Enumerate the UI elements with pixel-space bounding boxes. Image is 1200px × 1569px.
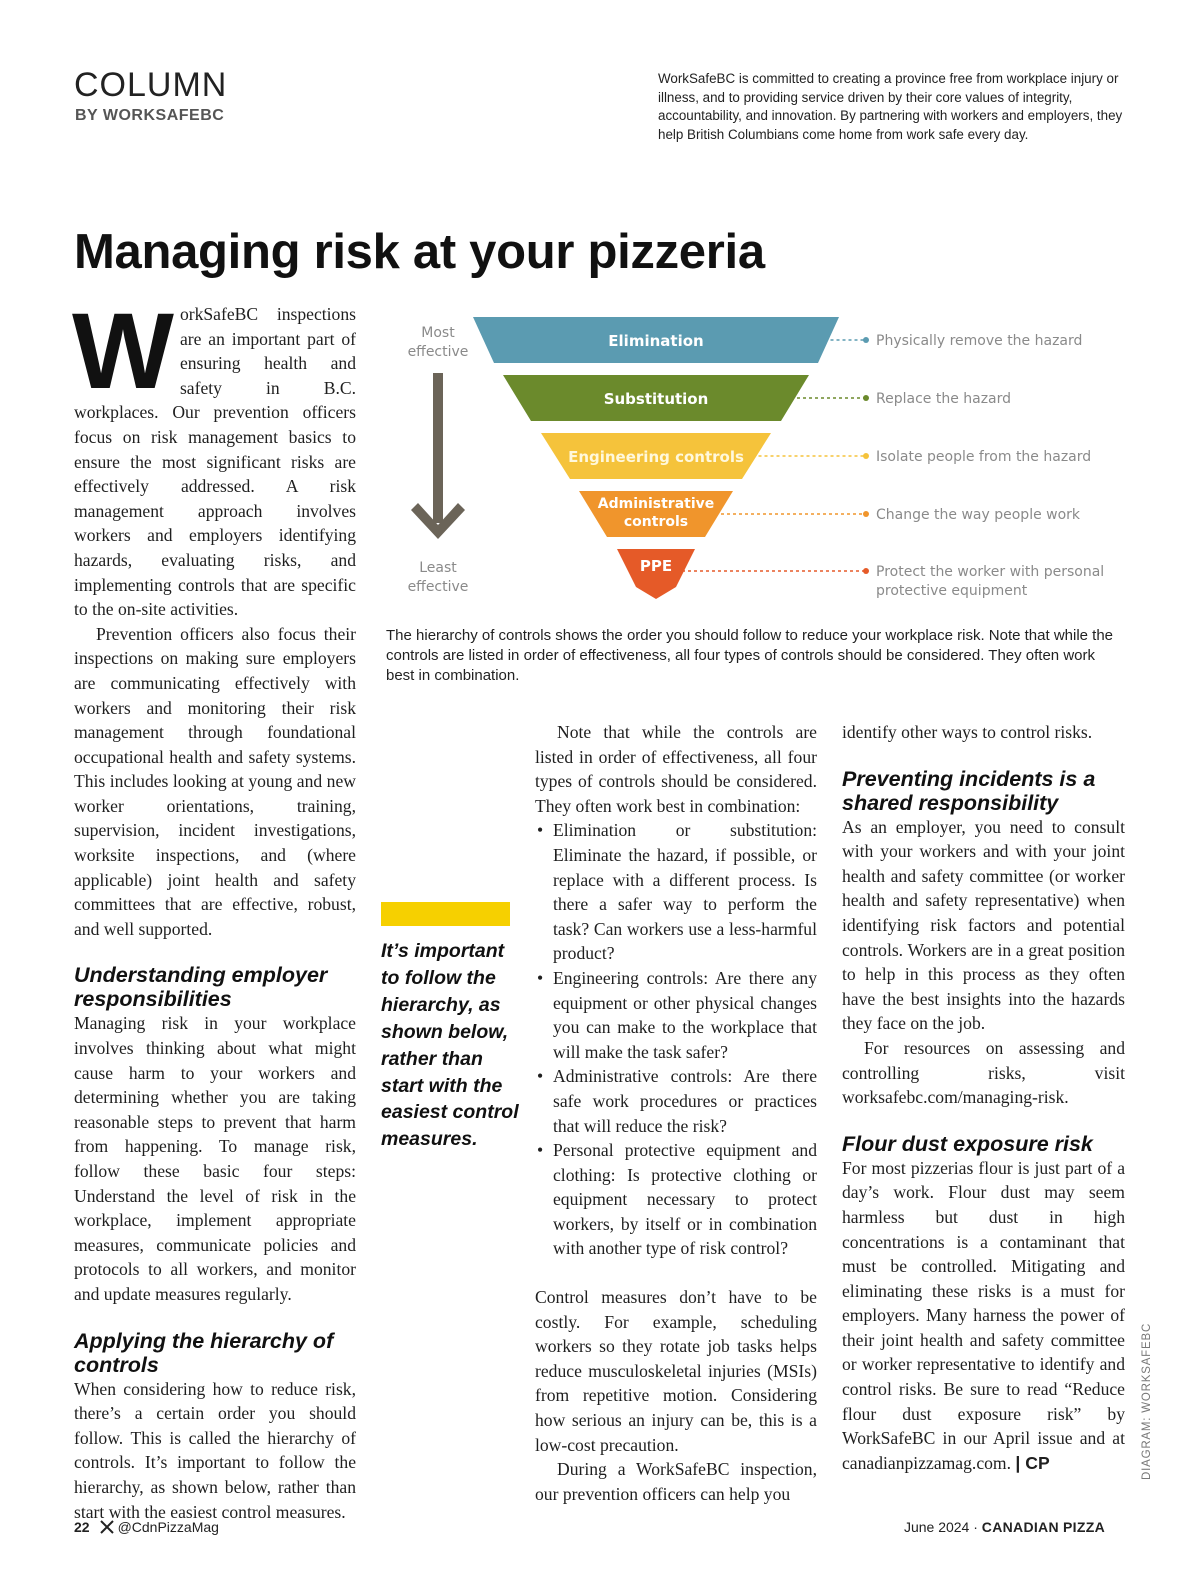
level-engineering-controls-label: Engineering controls: [568, 448, 744, 466]
level-substitution-label: Substitution: [603, 390, 709, 408]
down-arrow-icon: [411, 373, 465, 539]
publication-name: CANADIAN PIZZA: [981, 1519, 1105, 1535]
pull-quote: It’s important to follow the hierarchy, as shown below, rather than start with the easiest control measures.: [381, 940, 519, 1151]
most-effective-label-line2: effective: [407, 344, 469, 360]
paragraph: Managing risk in your workplace involves thinking about what might cause harm to your workers and determining whether you are taking reasonable steps to prevent that harm from happening. To manage risk, follow these basic four steps: Understand the level of risk in the workplace, implement appropriate measures, communicate policies and protocols to all workers, and monitor and update measures regularly.: [74, 1013, 356, 1304]
column-byline: BY WORKSAFEBC: [75, 107, 225, 124]
level-elimination-description: Physically remove the hazard: [876, 333, 1083, 349]
x-logo-icon: [100, 1520, 114, 1534]
level-administrative-controls-label: Administrative: [597, 496, 715, 512]
level-administrative-controls-dot: [863, 511, 869, 517]
social-handle: @CdnPizzaMag: [117, 1519, 219, 1535]
diagram-caption: The hierarchy of controls shows the order you should follow to reduce your workplace risk. Note that while the controls are listed in order of effectiveness, all four types of controls should be considered. They often work best in combination.: [386, 627, 1114, 684]
end-mark: | CP: [1015, 1452, 1050, 1473]
section-heading-hierarchy: Applying the hierarchy of controls: [74, 1328, 334, 1377]
level-ppe-description: Protect the worker with personal: [876, 564, 1105, 580]
page-title: Managing risk at your pizzeria: [74, 225, 765, 279]
drop-cap: W: [72, 290, 174, 411]
paragraph: As an employer, you need to consult with your workers and with your joint health and safety committee (or worker health and safety representative) when identifying risk factors and potential controls. Workers are in a great position to help in this process as they often have the best insights into the hazards they face on the job.: [842, 816, 1125, 1034]
hierarchy-levels: [473, 317, 1104, 599]
article-column-2: [535, 720, 817, 1506]
paragraph: When considering how to reduce risk, there’s a certain order you should follow. This is called the hierarchy of controls. It’s important to follow the hierarchy, as shown below, rather than start with the easiest control measures.: [74, 1378, 356, 1522]
footer-left: [74, 1519, 219, 1535]
level-substitution-description: Replace the hazard: [876, 391, 1012, 407]
level-engineering-controls-description: Isolate people from the hazard: [876, 449, 1092, 465]
issue-date: June 2024 ·: [903, 1519, 978, 1535]
paragraph: Note that while the controls are listed in order of effectiveness, all four types of controls should be considered. They often work best in combination:: [535, 722, 817, 816]
level-substitution-dot: [863, 395, 869, 401]
list-item: • Personal protective equipment and clothing: Is protective clothing or equipment necessary to protect workers, by itself or in combination with another type of risk control?: [535, 1138, 817, 1261]
list-item: • Administrative controls: Are there safe work procedures or practices that will reduce the risk?: [535, 1064, 817, 1138]
diagram-credit: DIAGRAM: WORKSAFEBC: [1141, 1322, 1153, 1480]
paragraph: For resources on assessing and controlling risks, visit worksafebc.com/managing-risk.: [842, 1037, 1125, 1108]
least-effective-label-line1: Least: [419, 560, 457, 576]
intro-paragraph: [72, 290, 356, 622]
paragraph: Prevention officers also focus their inspections on making sure employers are communicating effectively with workers and monitoring their risk management through foundational occupational health and safety systems. This includes looking at young and new worker orientations, training, supervision, incident investigations, worksite inspections, and (where applicable) joint health and safety committees that are effective, robust, and well supported.: [74, 623, 356, 939]
list-item: • Engineering controls: Are there any equipment or other physical changes you can make to the workplace that will make the task safer?: [535, 966, 817, 1064]
level-engineering-controls-dot: [863, 453, 869, 459]
level-ppe-label: PPE: [639, 557, 673, 575]
level-administrative-controls-label: controls: [623, 514, 689, 530]
level-ppe-description: protective equipment: [876, 583, 1028, 599]
paragraph: identify other ways to control risks.: [842, 722, 1093, 742]
controls-list: [535, 818, 817, 1261]
article-column-1: [72, 290, 356, 1524]
list-item: • Elimination or substitution: Eliminate the hazard, if possible, or replace with a different process. Is there a safer way to perform the task? Can workers use a less-harmful product?: [535, 818, 817, 966]
footer-right: [904, 1519, 1105, 1535]
column-kicker: COLUMN: [74, 66, 228, 104]
level-ppe-dot: [863, 568, 869, 574]
page-number: 22: [74, 1519, 90, 1535]
flour-dust-text: For most pizzerias flour is just part of a day’s work. Flour dust may seem harmless but dust in high concentrations is a contaminant that must be controlled. Mitigating and eliminating these risks is a must for employers. Many harness the power of their joint health and safety committee or worker representative to identify and control risks. Be sure to read “Reduce flour dust exposure risk” by WorkSafeBC in our April issue and at canadianpizzamag.com.: [842, 1157, 1125, 1473]
paragraph: During a WorkSafeBC inspection, our prevention officers can help you: [535, 1459, 817, 1504]
level-administrative-controls-description: Change the way people work: [876, 507, 1081, 523]
section-heading-shared-responsibility: Preventing incidents is a shared responsibility: [842, 766, 1096, 815]
least-effective-label-line2: effective: [407, 579, 469, 595]
section-heading-employer-responsibilities: Understanding employer responsibilities: [74, 963, 328, 1012]
section-heading-flour-dust: Flour dust exposure risk: [842, 1131, 1093, 1156]
paragraph: [842, 1156, 1125, 1476]
paragraph: Control measures don’t have to be costly. For example, scheduling workers so they rotate job tasks helps reduce musculoskeletal injuries (MSIs) from repetitive motion. Considering how serious an injury can be, this is a low-cost precaution.: [535, 1287, 817, 1455]
level-elimination-label: Elimination: [608, 332, 704, 350]
most-effective-label-line1: Most: [421, 325, 455, 341]
intro-text: orkSafeBC inspections are an important part of ensuring health and safety in B.C. workplaces. Our prevention officers focus on risk management basics to ensure the most significant risks are effectively addressed. A risk management approach involves workers and employers identifying hazards, evaluating risks, and implementing controls that are specific to the on-site activities.: [74, 304, 356, 620]
hierarchy-of-controls-diagram: [380, 305, 1140, 615]
pullquote-accent-bar: [381, 902, 510, 926]
level-elimination-dot: [863, 337, 869, 343]
article-column-3: [842, 720, 1125, 1475]
worksafebc-blurb: WorkSafeBC is committed to creating a province free from workplace injury or illness, and to providing service driven by their core values of integrity, accountability, and innovation. By partnering with workers and employers, they help British Columbians come home from work safe every day.: [658, 71, 1123, 142]
